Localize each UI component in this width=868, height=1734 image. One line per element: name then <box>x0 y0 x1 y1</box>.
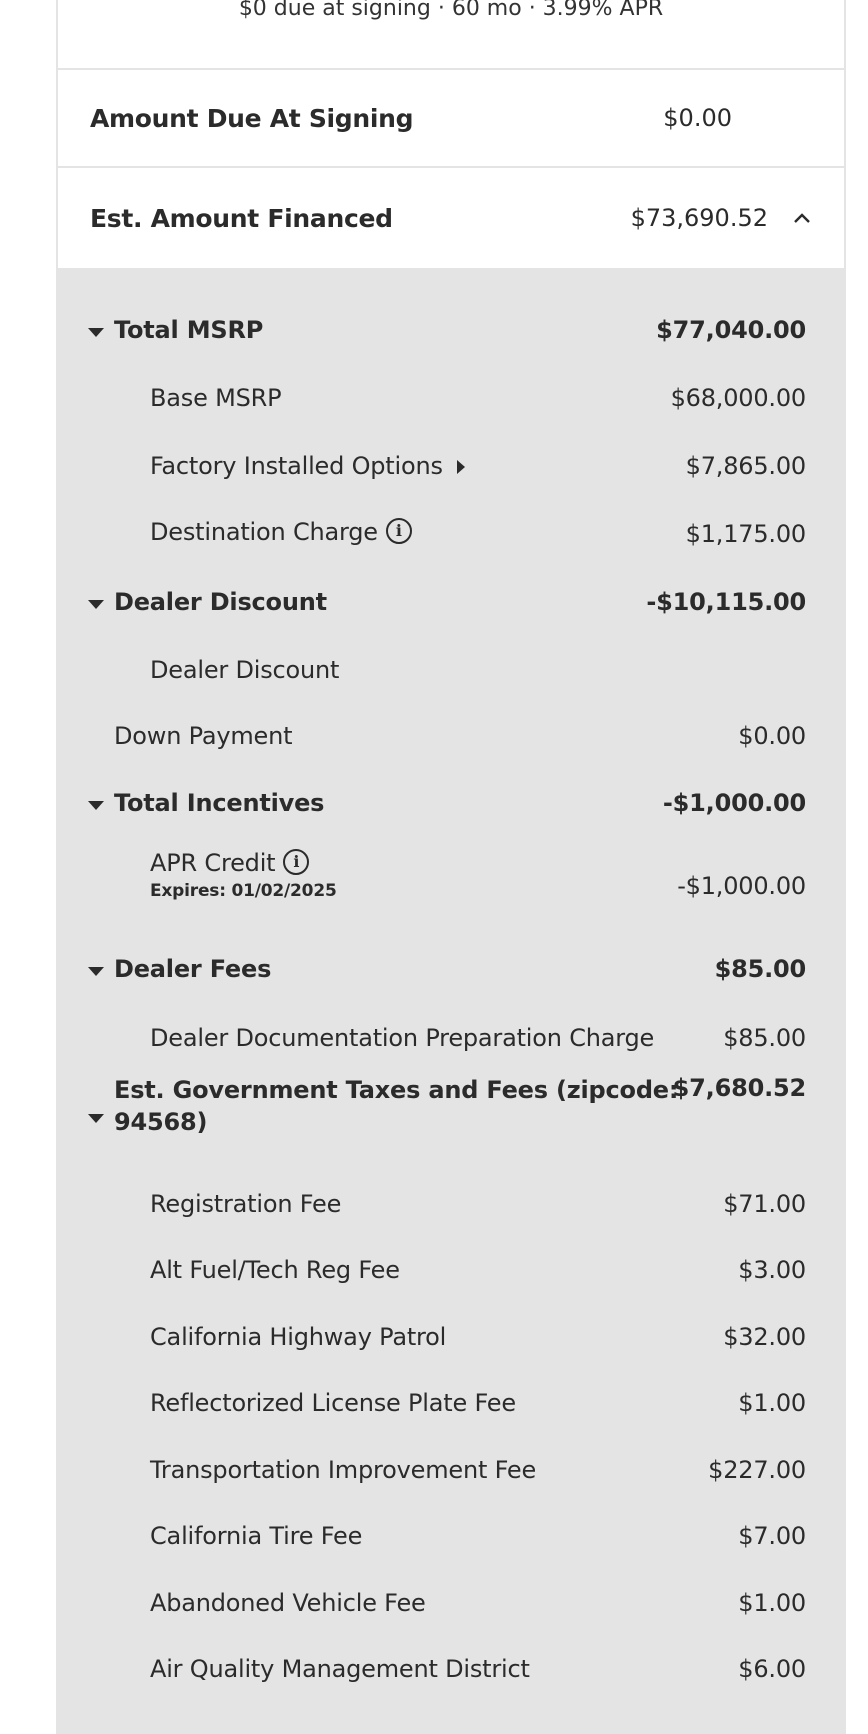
payment-breakdown-card <box>56 0 846 1734</box>
gov-fee-label: California Tire Fee <box>150 1522 363 1550</box>
dealer-fees-value: $85.00 <box>714 955 806 983</box>
gov-taxes-label-line1: Est. Government Taxes and Fees (zipcode: <box>114 1076 679 1104</box>
chevron-up-icon[interactable] <box>780 202 812 234</box>
caret-down-icon[interactable] <box>88 600 104 609</box>
amount-due-label: Amount Due At Signing <box>90 103 414 133</box>
gov-fee-value: $71.00 <box>723 1190 806 1218</box>
doc-fee-value: $85.00 <box>723 1024 806 1052</box>
apr-credit-expiry: Expires: 01/02/2025 <box>150 881 337 901</box>
dealer-discount-value: -$10,115.00 <box>646 588 806 616</box>
apr-credit-label-wrap <box>150 849 337 901</box>
caret-right-icon[interactable] <box>457 460 465 474</box>
financing-details-panel <box>58 268 844 1734</box>
destination-label: Destination Charge <box>150 518 378 546</box>
amount-financed-value: $73,690.52 <box>630 204 768 232</box>
gov-fee-value: $1.00 <box>738 1589 806 1617</box>
total-incentives-label: Total Incentives <box>114 789 325 817</box>
gov-taxes-label-line2: 94568) <box>114 1108 208 1136</box>
gov-fee-value: $6.00 <box>738 1655 806 1683</box>
down-payment-label: Down Payment <box>114 722 293 750</box>
dealer-discount-item-label: Dealer Discount <box>150 656 340 684</box>
info-icon[interactable]: i <box>283 849 309 875</box>
gov-fee-label: California Highway Patrol <box>150 1323 447 1351</box>
base-msrp-value: $68,000.00 <box>670 384 806 412</box>
down-payment-value: $0.00 <box>738 722 806 750</box>
caret-down-icon[interactable] <box>88 801 104 810</box>
gov-fee-label: Transportation Improvement Fee <box>150 1456 537 1484</box>
amount-due-value: $0.00 <box>663 104 732 132</box>
caret-down-icon[interactable] <box>88 1114 104 1123</box>
dealer-discount-label: Dealer Discount <box>114 588 327 616</box>
gov-fee-value: $3.00 <box>738 1256 806 1284</box>
amount-financed-label: Est. Amount Financed <box>90 203 393 233</box>
gov-fee-value: $32.00 <box>723 1323 806 1351</box>
total-msrp-value: $77,040.00 <box>656 316 806 344</box>
gov-fee-label: Air Quality Management District <box>150 1655 530 1683</box>
total-incentives-value: -$1,000.00 <box>662 789 806 817</box>
amount-due-row <box>58 70 844 166</box>
apr-credit-value: -$1,000.00 <box>677 872 806 900</box>
payment-summary: $0 due at signing · 60 mo · 3.99% APR <box>238 0 664 21</box>
gov-fee-label: Registration Fee <box>150 1190 342 1218</box>
divider <box>58 166 844 168</box>
gov-fee-value: $1.00 <box>738 1389 806 1417</box>
destination-value: $1,175.00 <box>685 520 806 548</box>
destination-label-wrap <box>150 518 412 546</box>
factory-options-label-wrap <box>150 452 465 480</box>
amount-financed-row[interactable] <box>58 170 844 266</box>
dealer-fees-label: Dealer Fees <box>114 955 272 983</box>
total-msrp-label: Total MSRP <box>114 316 264 344</box>
gov-fee-value: $227.00 <box>708 1456 806 1484</box>
apr-credit-label: APR Credit <box>150 849 276 877</box>
factory-options-label: Factory Installed Options <box>150 452 443 480</box>
factory-options-value: $7,865.00 <box>685 452 806 480</box>
gov-fee-label: Alt Fuel/Tech Reg Fee <box>150 1256 400 1284</box>
caret-down-icon[interactable] <box>88 328 104 337</box>
gov-fee-label: Abandoned Vehicle Fee <box>150 1589 426 1617</box>
gov-taxes-label <box>114 1074 678 1138</box>
gov-fee-value: $7.00 <box>738 1522 806 1550</box>
gov-taxes-value: $7,680.52 <box>672 1074 806 1102</box>
caret-down-icon[interactable] <box>88 967 104 976</box>
base-msrp-label: Base MSRP <box>150 384 282 412</box>
info-icon[interactable]: i <box>386 518 412 544</box>
gov-fee-label: Reflectorized License Plate Fee <box>150 1389 516 1417</box>
doc-fee-label: Dealer Documentation Preparation Charge <box>150 1024 655 1052</box>
